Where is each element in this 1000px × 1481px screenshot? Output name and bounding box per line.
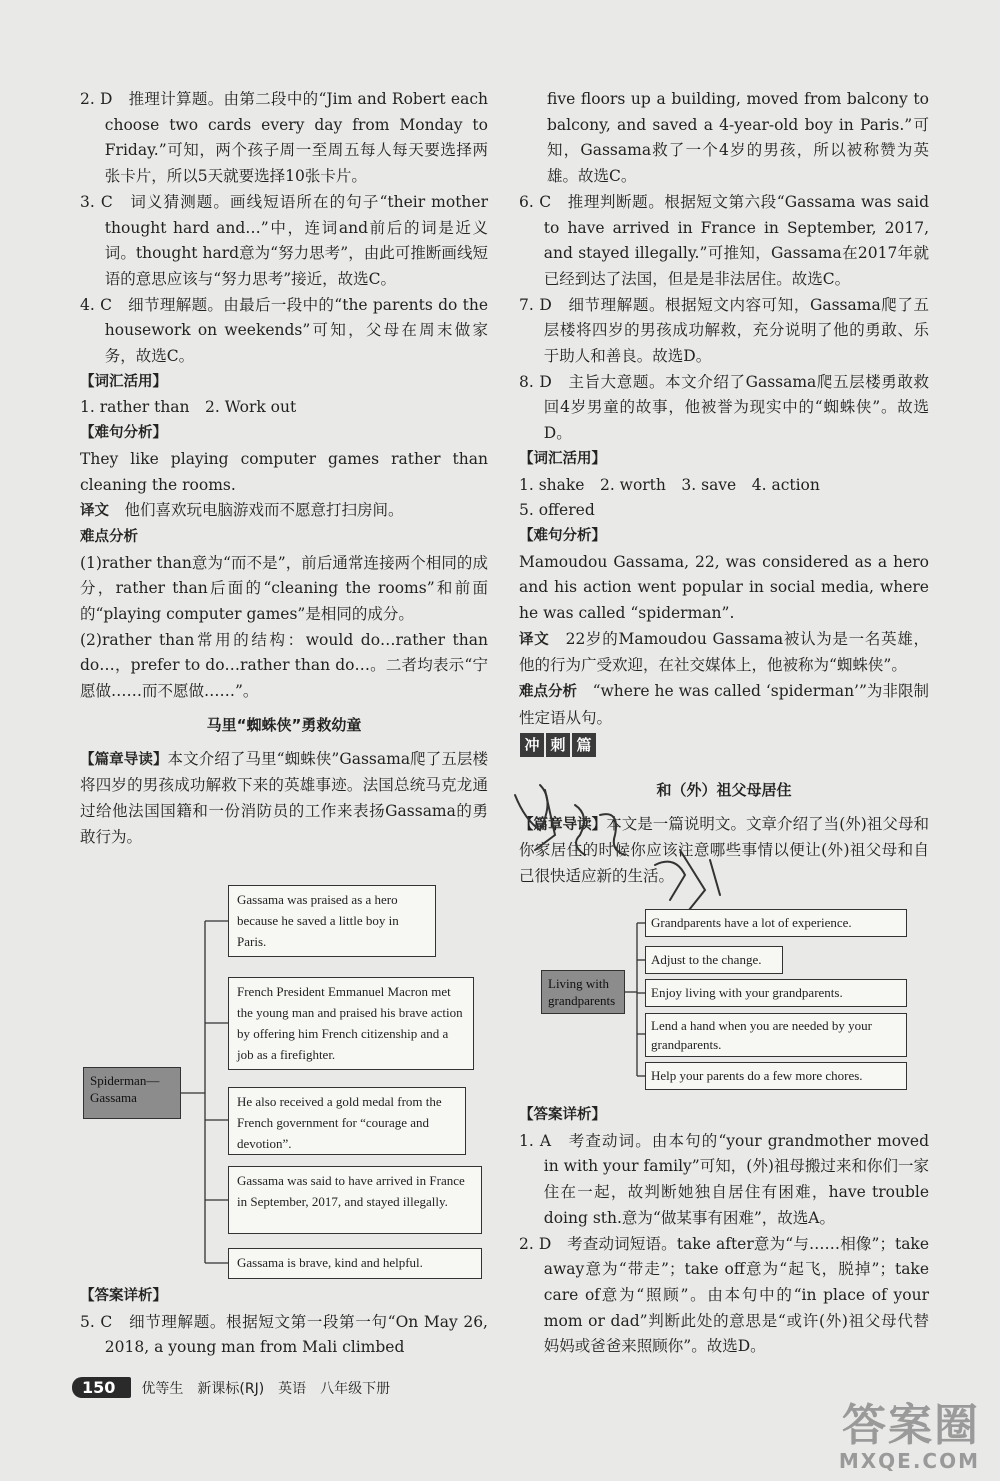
right-bottom-block bbox=[519, 1103, 929, 1360]
hard-sentence: They like playing computer games rather than cleaning the rooms. bbox=[80, 449, 488, 494]
mindmap-root-right: Living with grandparents bbox=[541, 970, 625, 1014]
right-column bbox=[519, 87, 929, 732]
guide-text: 本文介绍了马里“蜘蛛侠”Gassama爬了五层楼将四岁的男孩成功解救下来的英雄事迹。法国总统马克龙通过给他法国国籍和一份消防员的工作来表扬Gassama的勇敢行为。 bbox=[80, 749, 489, 846]
mindmap-node-right-2: Adjust to the change. bbox=[645, 946, 783, 974]
translation-right bbox=[519, 627, 929, 679]
translation bbox=[80, 498, 488, 525]
vocab-answers: 1. rather than 2. Work out bbox=[80, 398, 297, 417]
difficulty-point-2: (2)rather than常用的结构：would do…rather than do…，prefer to do…rather than do…。二者均表示“宁愿做……而不愿做……”。 bbox=[80, 630, 488, 701]
answer-q8: 8. D 主旨大意题。本文介绍了Gassama爬五层楼勇敢救回4岁男童的故事，他被誉为现实中的“蜘蛛侠”。故选D。 bbox=[519, 372, 929, 443]
vocab-heading: 【词汇活用】 bbox=[80, 373, 167, 390]
guide-text-right: 本文是一篇说明文。文章介绍了当(外)祖父母和你家居住的时候你应该注意哪些事情以便让(外)祖父母和自己很快适应新的生活。 bbox=[519, 814, 929, 886]
watermark bbox=[838, 1400, 980, 1473]
vocab-answers-right-2: 5. offered bbox=[519, 501, 595, 520]
footer-text: 优等生 新课标(RJ) 英语 八年级下册 bbox=[141, 1380, 391, 1397]
answer-q7: 7. D 细节理解题。根据短文内容可知，Gassama爬了五层楼将四岁的男孩成功解救，充分说明了他的勇敢、乐于助人和善良。故选D。 bbox=[519, 295, 929, 366]
answer-q5: 5. C 细节理解题。根据短文第一段第一句“On May 26, 2018, a young man from Mali climbed bbox=[80, 1312, 488, 1357]
answer-q2: 2. D 推理计算题。由第二段中的“Jim and Robert each choose two cards every day from Monday to Friday.”可知，两个孩子周一至周五每人每天要选择两张卡片，所以5天就要选择10张卡片。 bbox=[80, 90, 488, 186]
answer-heading-left: 【答案详析】 bbox=[80, 1288, 167, 1304]
mindmap-node-left-4: Gassama was said to have arrived in France in September, 2017, and stayed illegally. bbox=[228, 1166, 482, 1234]
sprint-badge bbox=[520, 733, 596, 757]
difficulty-point-1: (1)rather than意为“而不是”，前后通常连接两个相同的成分，rather than后面的“cleaning the rooms”和前面的“playing computer games”是相同的成分。 bbox=[80, 553, 488, 624]
badge-char-2: 刺 bbox=[546, 733, 570, 757]
guide-heading-right: 【篇章导读】 bbox=[519, 816, 607, 833]
left-bottom-block bbox=[80, 1284, 488, 1361]
answer-q5-continued: five floors up a building, moved from balcony to balcony, and saved a 4-year-old boy in Paris.”可知，Gassama救了一个4岁的男孩，所以被称赞为英雄。故选C。 bbox=[547, 90, 929, 186]
mindmap-node-right-1: Grandparents have a lot of experience. bbox=[645, 909, 907, 937]
vocab-heading-right: 【词汇活用】 bbox=[519, 450, 606, 467]
difficulty-text-right: “where he was called ‘spiderman’”为非限制性定语从句。 bbox=[519, 682, 929, 727]
mindmap-node-right-5: Help your parents do a few more chores. bbox=[645, 1062, 907, 1090]
badge-char-3: 篇 bbox=[572, 733, 596, 757]
mindmap-node-right-4: Lend a hand when you are needed by your grandparents. bbox=[645, 1013, 907, 1057]
mindmap-root-left: Spiderman—Gassama bbox=[83, 1067, 181, 1119]
difficulty-right bbox=[519, 679, 929, 731]
mindmap-node-left-3: He also received a gold medal from the French government for “courage and devotion”. bbox=[228, 1087, 466, 1155]
answer-r-q1: 1. A 考查动词。由本句的“your grandmother moved in with your family”可知，(外)祖母搬过来和你们一家住在一起，故判断她独自居住有困难，have trouble doing sth.意为“做某事有困难”，故选A。 bbox=[519, 1131, 929, 1227]
hard-sentence-heading-right: 【难句分析】 bbox=[519, 527, 606, 544]
difficulty-label-right: 难点分析 bbox=[519, 684, 578, 701]
translation-text-right: 22岁的Mamoudou Gassama被认为是一名英雄，他的行为广受欢迎，在社交媒体上，他被称为“蜘蛛侠”。 bbox=[519, 629, 929, 675]
translation-text: 他们喜欢玩电脑游戏而不愿意打扫房间。 bbox=[124, 501, 404, 520]
mindmap-node-left-1: Gassama was praised as a hero because he saved a little boy in Paris. bbox=[228, 885, 436, 957]
mindmap-node-right-3: Enjoy living with your grandparents. bbox=[645, 979, 907, 1007]
translation-label-right: 译文 bbox=[519, 631, 550, 648]
mindmap-node-left-5: Gassama is brave, kind and helpful. bbox=[228, 1248, 482, 1279]
watermark-logo: 答案圈 bbox=[842, 1400, 980, 1451]
translation-label: 译文 bbox=[80, 503, 109, 520]
section-title-right: 和（外）祖父母居住 bbox=[656, 781, 792, 799]
answer-q3: 3. C 词义猜测题。画线短语所在的句子“their mother thought hard and…”中，连词and前后的词是近义词。thought hard意为“努力思考”，由此可推断画线短语的意思应该与“努力思考”接近，故选C。 bbox=[80, 192, 488, 288]
chapter-guide bbox=[80, 747, 488, 851]
page-number: 150 bbox=[72, 1377, 131, 1398]
mindmap-node-left-2: French President Emmanuel Macron met the young man and praised his brave action by offering him French citizenship and a job as a firefighter. bbox=[228, 977, 474, 1070]
answer-q6: 6. C 推理判断题。根据短文第六段“Gassama was said to have arrived in France in September, 2017, and stayed illegally.”可推知，Gassama在2017年就已经到达了法国，但是是非法居住。故选C。 bbox=[519, 192, 929, 288]
hard-sentence-right: Mamoudou Gassama, 22, was considered as a hero and his action went popular in social media, where he was called “spiderman”. bbox=[519, 552, 929, 623]
page-footer bbox=[72, 1377, 390, 1398]
guide-heading: 【篇章导读】 bbox=[80, 751, 168, 768]
badge-char-1: 冲 bbox=[520, 733, 544, 757]
section-title: 马里“蜘蛛侠”勇救幼童 bbox=[206, 715, 362, 734]
difficulty-label: 难点分析 bbox=[80, 528, 138, 545]
answer-heading-right: 【答案详析】 bbox=[519, 1107, 606, 1123]
vocab-answers-right-1: 1. shake 2. worth 3. save 4. action bbox=[519, 475, 820, 494]
left-column bbox=[80, 87, 488, 850]
watermark-url: MXQE.COM bbox=[838, 1449, 980, 1473]
answer-r-q2: 2. D 考查动词短语。take after意为“与……相像”；take away意为“带走”；take off意为“起飞，脱掉”；take care of意为“照顾”。由本句中的“in place of your mom or dad”判断此处的意思是“或许(外)祖父母代替妈妈或爸爸来照顾你”。故选D。 bbox=[519, 1234, 929, 1356]
hard-sentence-heading: 【难句分析】 bbox=[80, 425, 167, 442]
answer-q4: 4. C 细节理解题。由最后一段中的“the parents do the housework on weekends”可知，父母在周末做家务，故选C。 bbox=[80, 295, 488, 366]
